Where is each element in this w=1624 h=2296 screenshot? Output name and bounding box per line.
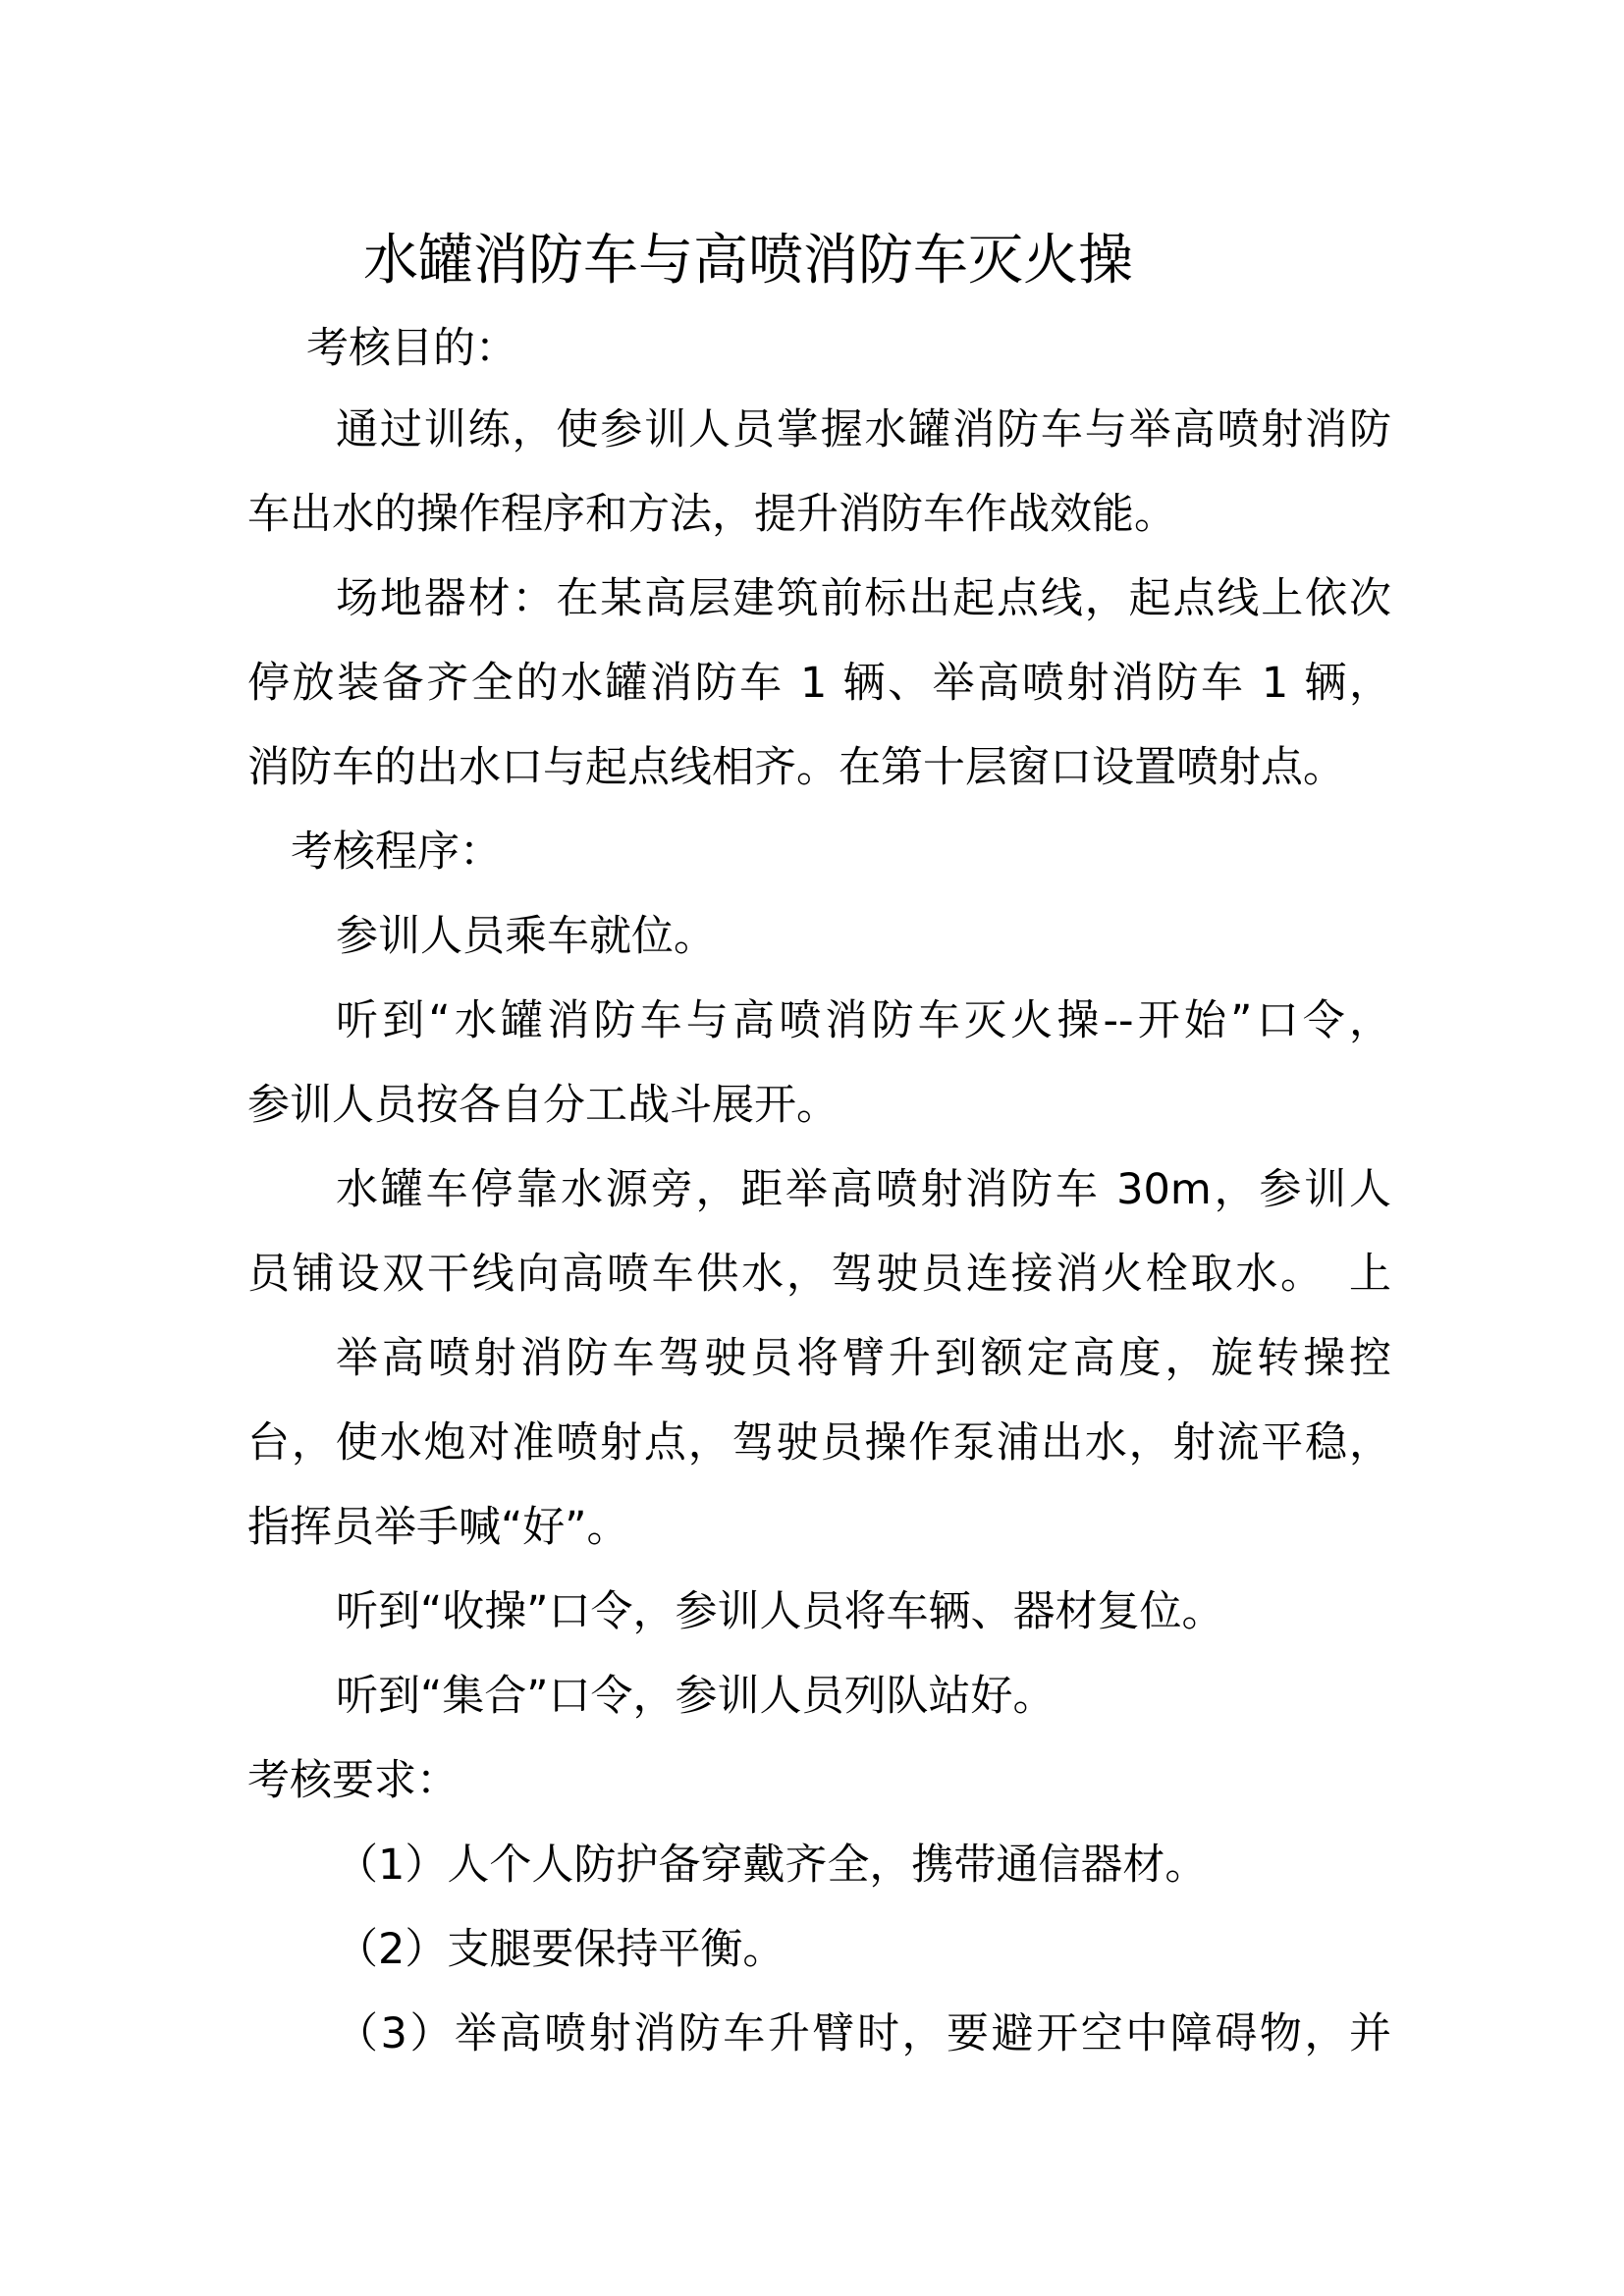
paragraph-line: 参训人员乘车就位。 (336, 912, 716, 961)
requirement-item-3: （3）举高喷射消防车升臂时，要避开空中障碍物，并 (336, 2009, 1391, 2058)
paragraph-line: 指挥员举手喊“好”。 (247, 1503, 629, 1552)
section-heading-assessment-requirements: 考核要求： (247, 1756, 459, 1805)
paragraph-line: 消防车的出水口与起点线相齐。在第十层窗口设置喷射点。 (247, 743, 1345, 792)
paragraph-line: 参训人员按各自分工战斗展开。 (247, 1081, 839, 1130)
paragraph-line: 场地器材：在某高层建筑前标出起点线，起点线上依次 (336, 574, 1391, 623)
paragraph-line: 听到“水罐消防车与高喷消防车灭火操--开始”口令， (336, 996, 1391, 1045)
section-heading-assessment-procedure: 考核程序： (291, 828, 502, 877)
paragraph-line: 听到“集合”口令，参训人员列队站好。 (336, 1672, 1056, 1721)
section-heading-assessment-purpose: 考核目的： (306, 324, 517, 373)
paragraph-line: 水罐车停靠水源旁，距举高喷射消防车 30m，参训人 (336, 1165, 1391, 1214)
paragraph-line: 员铺设双干线向高喷车供水，驾驶员连接消火栓取水。 上 (247, 1250, 1391, 1299)
page-title: 水罐消防车与高喷消防车灭火操 (363, 229, 1133, 293)
paragraph-line: 车出水的操作程序和方法，提升消防车作战效能。 (247, 490, 1176, 539)
requirement-item-1: （1）人个人防护备穿戴齐全，携带通信器材。 (336, 1841, 1208, 1890)
paragraph-line: 通过训练，使参训人员掌握水罐消防车与举高喷射消防 (336, 405, 1391, 454)
paragraph-line: 举高喷射消防车驾驶员将臂升到额定高度，旋转操控 (336, 1334, 1391, 1383)
paragraph-line: 停放装备齐全的水罐消防车 1 辆、举高喷射消防车 1 辆， (247, 659, 1391, 708)
requirement-item-2: （2）支腿要保持平衡。 (336, 1925, 785, 1974)
paragraph-line: 台，使水炮对准喷射点，驾驶员操作泵浦出水，射流平稳， (247, 1418, 1391, 1468)
paragraph-line: 听到“收操”口令，参训人员将车辆、器材复位。 (336, 1587, 1224, 1636)
